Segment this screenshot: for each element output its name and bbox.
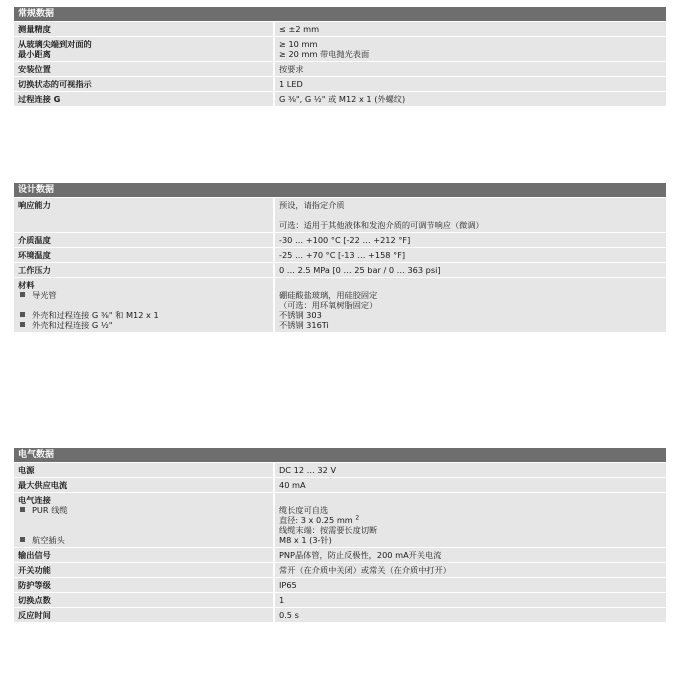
row-value: ≤ ±2 mm	[275, 22, 666, 36]
row-label: 介质温度	[14, 233, 275, 247]
bullet-square-icon	[20, 292, 25, 297]
row-label: 开关功能	[14, 563, 275, 577]
row-value: 预设，请指定介质 可选：适用于其他液体和发泡介质的可调节响应（微调）	[275, 198, 666, 232]
table-row	[14, 198, 666, 233]
general-data-table	[14, 7, 666, 107]
electrical-data-table	[14, 448, 666, 623]
bullet-square-icon	[20, 312, 25, 317]
bullet-square-icon	[20, 537, 25, 542]
row-label: 输出信号	[14, 548, 275, 562]
row-label: 过程连接 G	[14, 92, 275, 106]
table-row	[14, 22, 666, 37]
row-label: 环境温度	[14, 248, 275, 262]
bullet-square-icon	[20, 322, 25, 327]
general-data-title: 常规数据	[14, 7, 666, 22]
row-value: 0.5 s	[275, 608, 666, 622]
table-row	[14, 37, 666, 62]
table-row	[14, 62, 666, 77]
table-row	[14, 593, 666, 608]
table-row	[14, 548, 666, 563]
table-row	[14, 248, 666, 263]
row-label: 安装位置	[14, 62, 275, 76]
connection-item-label: PUR 线缆	[18, 505, 269, 515]
table-row	[14, 77, 666, 92]
electrical-data-title: 电气数据	[14, 448, 666, 463]
row-value: 0 … 2.5 MPa [0 … 25 bar / 0 … 363 psi]	[275, 263, 666, 277]
table-row-connection	[14, 493, 666, 548]
row-value: 40 mA	[275, 478, 666, 492]
material-item-label: 外壳和过程连接 G ⅜" 和 M12 x 1	[18, 310, 269, 320]
table-row	[14, 608, 666, 623]
row-label: 切换点数	[14, 593, 275, 607]
row-value: 常开（在介质中关闭）或常关（在介质中打开）	[275, 563, 666, 577]
row-value: 1	[275, 593, 666, 607]
row-label: 最大供应电流	[14, 478, 275, 492]
table-row	[14, 578, 666, 593]
row-value: 1 LED	[275, 77, 666, 91]
row-value: 硼硅酸盐玻璃，用硅胶固定 （可选：用环氧树脂固定） 不锈钢 303 不锈钢 316Ti	[275, 278, 666, 332]
table-row	[14, 463, 666, 478]
row-value: PNP晶体管，防止反极性，200 mA开关电流	[275, 548, 666, 562]
row-label: 材料 导光管 外壳和过程连接 G ⅜" 和 M12 x 1 外壳和过程连接 G ½"	[14, 278, 275, 332]
row-value: -25 … +70 °C [-13 … +158 °F]	[275, 248, 666, 262]
row-label: 电气连接 PUR 线缆 航空插头	[14, 493, 275, 547]
table-row	[14, 478, 666, 493]
material-item-label: 导光管	[18, 290, 269, 300]
table-row	[14, 563, 666, 578]
table-row	[14, 92, 666, 107]
row-label: 电源	[14, 463, 275, 477]
row-value: ≥ 10 mm ≥ 20 mm 带电抛光表面	[275, 37, 666, 61]
table-row	[14, 263, 666, 278]
row-value: IP65	[275, 578, 666, 592]
row-value: G ⅜", G ½" 或 M12 x 1 (外螺纹)	[275, 92, 666, 106]
design-data-title: 设计数据	[14, 183, 666, 198]
row-label: 响应能力	[14, 198, 275, 232]
row-label: 反应时间	[14, 608, 275, 622]
bullet-square-icon	[20, 507, 25, 512]
material-item-label: 外壳和过程连接 G ½"	[18, 320, 269, 330]
row-label: 防护等级	[14, 578, 275, 592]
row-value: -30 … +100 °C [-22 … +212 °F]	[275, 233, 666, 247]
row-label: 测量精度	[14, 22, 275, 36]
row-value: 按要求	[275, 62, 666, 76]
row-value: 缆长度可自选 直径: 3 x 0.25 mm $^2$ 线缆末端：按需要长度切断 M8 x 1 (3-针)	[275, 493, 666, 547]
row-label: 从玻璃尖端到对面的 最小距离	[14, 37, 275, 61]
table-row	[14, 233, 666, 248]
row-value: DC 12 … 32 V	[275, 463, 666, 477]
design-data-table	[14, 183, 666, 333]
table-row-materials	[14, 278, 666, 333]
row-label: 工作压力	[14, 263, 275, 277]
row-label: 切换状态的可视指示	[14, 77, 275, 91]
connection-item-label: 航空插头	[18, 535, 269, 545]
